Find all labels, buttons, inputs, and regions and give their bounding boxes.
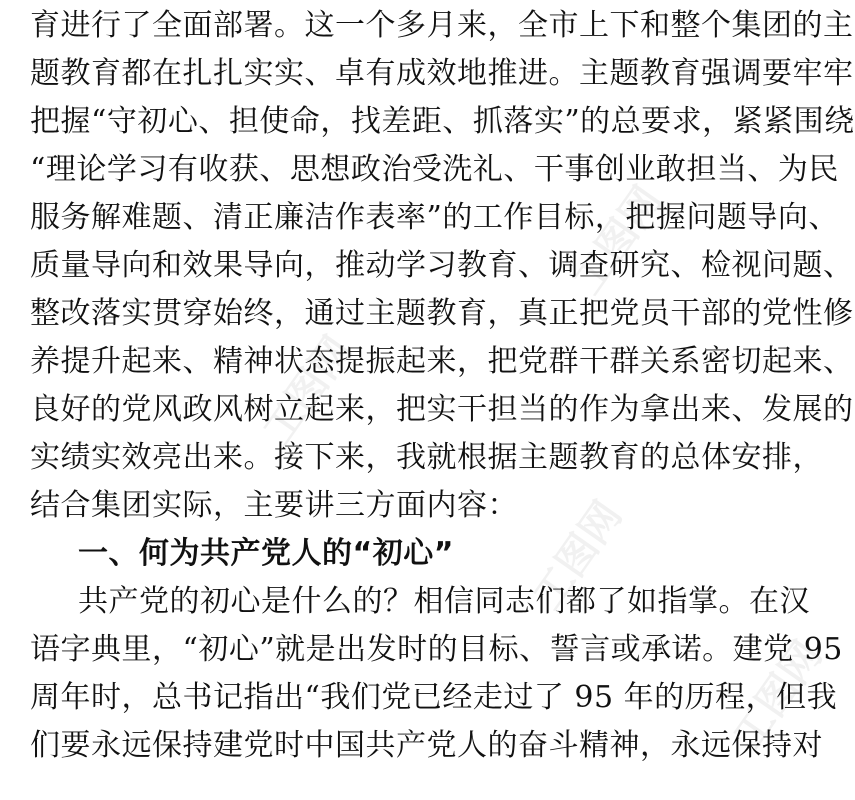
paragraph-line: 共产党的初心是什么的？相信同志们都了如指掌。在汉 [78,584,810,619]
paragraph-line: 语字典里，“初心”就是出发时的目标、誓言或承诺。建党 95 [30,632,843,667]
paragraph-line: 育进行了全面部署。这一个多月来，全市上下和整个集团的主 [30,8,854,43]
paragraph-line: “理论学习有收获、思想政治受洗礼、干事创业敢担当、为民 [30,152,839,187]
paragraph-line: 养提升起来、精神状态提振起来，把党群干群关系密切起来、 [30,344,854,379]
watermark-text: 工图网 [254,328,362,453]
section-heading: 一、何为共产党人的“初心” [78,536,454,571]
watermark-text: 工图网 [724,633,832,758]
paragraph-line: 质量导向和效果导向，推动学习教育、调查研究、检视问题、 [30,248,854,283]
paragraph-line: 题教育都在扎扎实实、卓有成效地推进。主题教育强调要牢牢 [30,56,854,91]
paragraph-line: 实绩实效亮出来。接下来，我就根据主题教育的总体安排， [30,440,823,475]
paragraph-line: 良好的党风政风树立起来，把实干担当的作为拿出来、发展的 [30,392,854,427]
paragraph-line: 把握“守初心、担使命，找差距、抓落实”的总要求，紧紧围绕 [30,104,855,139]
watermark-text: 工图网 [524,493,632,618]
paragraph-line: 服务解难题、清正廉洁作表率”的工作目标，把握问题导向、 [30,200,839,235]
paragraph-line: 们要永远保持建党时中国共产党人的奋斗精神，永远保持对 [30,728,823,763]
paragraph-line: 周年时，总书记指出“我们党已经走过了 95 年的历程，但我 [30,680,838,715]
paragraph-line: 整改落实贯穿始终，通过主题教育，真正把党员干部的党性修 [30,296,854,331]
watermark-text: 工图网 [564,178,672,303]
paragraph-line: 结合集团实际，主要讲三方面内容： [30,488,518,523]
